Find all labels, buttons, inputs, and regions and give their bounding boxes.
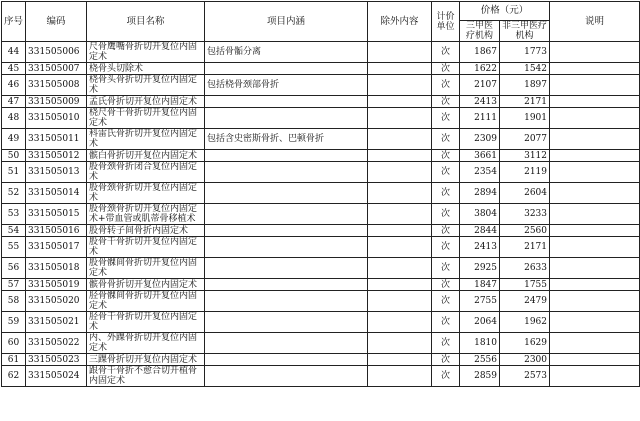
price-non-tier3a-cell: 2560 bbox=[500, 225, 550, 237]
table-row bbox=[2, 63, 640, 75]
seq-cell: 55 bbox=[2, 237, 26, 258]
name-cell: 尺骨鹰嘴骨折切开复位内固定术 bbox=[87, 42, 205, 63]
note-cell bbox=[550, 108, 640, 129]
header-non-tier3a: 非三甲医疗机构 bbox=[500, 21, 550, 42]
seq-cell: 50 bbox=[2, 150, 26, 162]
price-non-tier3a-cell: 2479 bbox=[500, 291, 550, 312]
unit-cell: 次 bbox=[432, 225, 460, 237]
price-tier3a-cell: 2859 bbox=[460, 366, 500, 387]
note-cell bbox=[550, 162, 640, 183]
note-cell bbox=[550, 75, 640, 96]
table-row bbox=[2, 108, 640, 129]
code-cell: 331505013 bbox=[26, 162, 87, 183]
content-cell bbox=[205, 258, 368, 279]
seq-cell: 56 bbox=[2, 258, 26, 279]
unit-cell: 次 bbox=[432, 204, 460, 225]
price-tier3a-cell: 2064 bbox=[460, 312, 500, 333]
unit-cell: 次 bbox=[432, 354, 460, 366]
note-cell bbox=[550, 312, 640, 333]
table-row bbox=[2, 354, 640, 366]
seq-cell: 53 bbox=[2, 204, 26, 225]
note-cell bbox=[550, 333, 640, 354]
excluded-cell bbox=[368, 162, 432, 183]
note-cell bbox=[550, 225, 640, 237]
price-tier3a-cell: 3661 bbox=[460, 150, 500, 162]
table-row bbox=[2, 129, 640, 150]
price-non-tier3a-cell: 1755 bbox=[500, 279, 550, 291]
price-non-tier3a-cell: 2077 bbox=[500, 129, 550, 150]
table-row bbox=[2, 150, 640, 162]
table-row bbox=[2, 75, 640, 96]
price-non-tier3a-cell: 2633 bbox=[500, 258, 550, 279]
excluded-cell bbox=[368, 42, 432, 63]
content-cell bbox=[205, 204, 368, 225]
name-cell: 内、外踝骨折切开复位内固定术 bbox=[87, 333, 205, 354]
seq-cell: 54 bbox=[2, 225, 26, 237]
note-cell bbox=[550, 63, 640, 75]
price-tier3a-cell: 3804 bbox=[460, 204, 500, 225]
content-cell bbox=[205, 96, 368, 108]
note-cell bbox=[550, 183, 640, 204]
name-cell: 股骨颈骨折切开复位内固定术+带血管或肌蒂骨移植术 bbox=[87, 204, 205, 225]
table-row bbox=[2, 225, 640, 237]
name-cell: 三踝骨折切开复位内固定术 bbox=[87, 354, 205, 366]
excluded-cell bbox=[368, 258, 432, 279]
content-cell bbox=[205, 354, 368, 366]
table-row bbox=[2, 312, 640, 333]
table-row bbox=[2, 258, 640, 279]
unit-cell: 次 bbox=[432, 108, 460, 129]
code-cell: 331505014 bbox=[26, 183, 87, 204]
name-cell: 髌白骨折切开复位内固定术 bbox=[87, 150, 205, 162]
price-non-tier3a-cell: 2604 bbox=[500, 183, 550, 204]
note-cell bbox=[550, 258, 640, 279]
code-cell: 331505018 bbox=[26, 258, 87, 279]
note-cell bbox=[550, 150, 640, 162]
content-cell: 包括含史密斯骨折、巴顿骨折 bbox=[205, 129, 368, 150]
seq-cell: 47 bbox=[2, 96, 26, 108]
table-body bbox=[2, 42, 640, 387]
table-row bbox=[2, 237, 640, 258]
content-cell bbox=[205, 333, 368, 354]
seq-cell: 61 bbox=[2, 354, 26, 366]
table-row bbox=[2, 279, 640, 291]
header-excluded: 除外内容 bbox=[368, 2, 432, 42]
note-cell bbox=[550, 366, 640, 387]
excluded-cell bbox=[368, 204, 432, 225]
name-cell: 跟骨干骨折不愈合切开植骨内固定术 bbox=[87, 366, 205, 387]
excluded-cell bbox=[368, 312, 432, 333]
price-non-tier3a-cell: 3112 bbox=[500, 150, 550, 162]
code-cell: 331505006 bbox=[26, 42, 87, 63]
name-cell: 股骨颈骨折切开复位内固定术 bbox=[87, 183, 205, 204]
price-tier3a-cell: 2413 bbox=[460, 96, 500, 108]
content-cell bbox=[205, 366, 368, 387]
unit-cell: 次 bbox=[432, 237, 460, 258]
seq-cell: 51 bbox=[2, 162, 26, 183]
seq-cell: 46 bbox=[2, 75, 26, 96]
seq-cell: 62 bbox=[2, 366, 26, 387]
seq-cell: 59 bbox=[2, 312, 26, 333]
table-row bbox=[2, 96, 640, 108]
header-code: 编码 bbox=[26, 2, 87, 42]
excluded-cell bbox=[368, 183, 432, 204]
price-non-tier3a-cell: 1629 bbox=[500, 333, 550, 354]
header-name: 项目名称 bbox=[87, 2, 205, 42]
name-cell: 科雷氏骨折切开复位内固定术 bbox=[87, 129, 205, 150]
seq-cell: 52 bbox=[2, 183, 26, 204]
excluded-cell bbox=[368, 333, 432, 354]
price-non-tier3a-cell: 2300 bbox=[500, 354, 550, 366]
excluded-cell bbox=[368, 150, 432, 162]
table-row bbox=[2, 291, 640, 312]
unit-cell: 次 bbox=[432, 291, 460, 312]
excluded-cell bbox=[368, 225, 432, 237]
header-tier3a: 三甲医疗机构 bbox=[460, 21, 500, 42]
content-cell bbox=[205, 183, 368, 204]
header-content: 项目内涵 bbox=[205, 2, 368, 42]
name-cell: 桡骨头骨折切开复位内固定术 bbox=[87, 75, 205, 96]
price-non-tier3a-cell: 1773 bbox=[500, 42, 550, 63]
price-non-tier3a-cell: 2171 bbox=[500, 96, 550, 108]
content-cell bbox=[205, 150, 368, 162]
code-cell: 331505023 bbox=[26, 354, 87, 366]
code-cell: 331505012 bbox=[26, 150, 87, 162]
unit-cell: 次 bbox=[432, 279, 460, 291]
content-cell bbox=[205, 63, 368, 75]
note-cell bbox=[550, 42, 640, 63]
content-cell: 包括桡骨颈部骨折 bbox=[205, 75, 368, 96]
name-cell: 股骨干骨折切开复位内固定术 bbox=[87, 237, 205, 258]
price-tier3a-cell: 2556 bbox=[460, 354, 500, 366]
excluded-cell bbox=[368, 108, 432, 129]
price-tier3a-cell: 1622 bbox=[460, 63, 500, 75]
content-cell bbox=[205, 279, 368, 291]
unit-cell: 次 bbox=[432, 162, 460, 183]
price-non-tier3a-cell: 2119 bbox=[500, 162, 550, 183]
code-cell: 331505017 bbox=[26, 237, 87, 258]
seq-cell: 49 bbox=[2, 129, 26, 150]
header-unit: 计价单位 bbox=[432, 2, 460, 42]
content-cell bbox=[205, 237, 368, 258]
unit-cell: 次 bbox=[432, 312, 460, 333]
name-cell: 孟氏骨折切开复位内固定术 bbox=[87, 96, 205, 108]
name-cell: 股骨髁间骨折切开复位内固定术 bbox=[87, 258, 205, 279]
unit-cell: 次 bbox=[432, 129, 460, 150]
unit-cell: 次 bbox=[432, 63, 460, 75]
content-cell bbox=[205, 291, 368, 312]
excluded-cell bbox=[368, 75, 432, 96]
code-cell: 331505022 bbox=[26, 333, 87, 354]
seq-cell: 58 bbox=[2, 291, 26, 312]
note-cell bbox=[550, 354, 640, 366]
name-cell: 桡骨头切除术 bbox=[87, 63, 205, 75]
price-tier3a-cell: 2111 bbox=[460, 108, 500, 129]
content-cell bbox=[205, 162, 368, 183]
name-cell: 胫骨髁间骨折切开复位内固定术 bbox=[87, 291, 205, 312]
price-non-tier3a-cell: 2573 bbox=[500, 366, 550, 387]
code-cell: 331505010 bbox=[26, 108, 87, 129]
code-cell: 331505020 bbox=[26, 291, 87, 312]
code-cell: 331505021 bbox=[26, 312, 87, 333]
excluded-cell bbox=[368, 237, 432, 258]
price-tier3a-cell: 1810 bbox=[460, 333, 500, 354]
content-cell: 包括骨骺分离 bbox=[205, 42, 368, 63]
note-cell bbox=[550, 279, 640, 291]
price-non-tier3a-cell: 3233 bbox=[500, 204, 550, 225]
code-cell: 331505015 bbox=[26, 204, 87, 225]
excluded-cell bbox=[368, 129, 432, 150]
name-cell: 股骨转子间骨折内固定术 bbox=[87, 225, 205, 237]
note-cell bbox=[550, 204, 640, 225]
excluded-cell bbox=[368, 63, 432, 75]
seq-cell: 44 bbox=[2, 42, 26, 63]
unit-cell: 次 bbox=[432, 42, 460, 63]
content-cell bbox=[205, 312, 368, 333]
note-cell bbox=[550, 291, 640, 312]
unit-cell: 次 bbox=[432, 183, 460, 204]
price-tier3a-cell: 1867 bbox=[460, 42, 500, 63]
price-non-tier3a-cell: 2171 bbox=[500, 237, 550, 258]
code-cell: 331505016 bbox=[26, 225, 87, 237]
content-cell bbox=[205, 108, 368, 129]
table-row bbox=[2, 366, 640, 387]
table-row bbox=[2, 204, 640, 225]
name-cell: 股骨颈骨折闭合复位内固定术 bbox=[87, 162, 205, 183]
excluded-cell bbox=[368, 366, 432, 387]
price-tier3a-cell: 2894 bbox=[460, 183, 500, 204]
price-table bbox=[1, 1, 640, 387]
price-tier3a-cell: 2413 bbox=[460, 237, 500, 258]
excluded-cell bbox=[368, 291, 432, 312]
price-tier3a-cell: 2354 bbox=[460, 162, 500, 183]
table-row bbox=[2, 162, 640, 183]
code-cell: 331505008 bbox=[26, 75, 87, 96]
header-seq: 序号 bbox=[2, 2, 26, 42]
header-price: 价格（元） bbox=[460, 2, 550, 21]
seq-cell: 48 bbox=[2, 108, 26, 129]
unit-cell: 次 bbox=[432, 258, 460, 279]
seq-cell: 57 bbox=[2, 279, 26, 291]
excluded-cell bbox=[368, 354, 432, 366]
header-note: 说明 bbox=[550, 2, 640, 42]
code-cell: 331505024 bbox=[26, 366, 87, 387]
price-non-tier3a-cell: 1897 bbox=[500, 75, 550, 96]
name-cell: 胫骨干骨折切开复位内固定术 bbox=[87, 312, 205, 333]
price-tier3a-cell: 1847 bbox=[460, 279, 500, 291]
table-row bbox=[2, 183, 640, 204]
price-tier3a-cell: 2309 bbox=[460, 129, 500, 150]
price-tier3a-cell: 2844 bbox=[460, 225, 500, 237]
price-non-tier3a-cell: 1901 bbox=[500, 108, 550, 129]
excluded-cell bbox=[368, 96, 432, 108]
note-cell bbox=[550, 129, 640, 150]
content-cell bbox=[205, 225, 368, 237]
price-tier3a-cell: 2925 bbox=[460, 258, 500, 279]
unit-cell: 次 bbox=[432, 75, 460, 96]
unit-cell: 次 bbox=[432, 333, 460, 354]
note-cell bbox=[550, 96, 640, 108]
code-cell: 331505011 bbox=[26, 129, 87, 150]
price-tier3a-cell: 2107 bbox=[460, 75, 500, 96]
unit-cell: 次 bbox=[432, 150, 460, 162]
price-non-tier3a-cell: 1962 bbox=[500, 312, 550, 333]
code-cell: 331505019 bbox=[26, 279, 87, 291]
seq-cell: 45 bbox=[2, 63, 26, 75]
code-cell: 331505009 bbox=[26, 96, 87, 108]
price-tier3a-cell: 2755 bbox=[460, 291, 500, 312]
price-non-tier3a-cell: 1542 bbox=[500, 63, 550, 75]
unit-cell: 次 bbox=[432, 96, 460, 108]
note-cell bbox=[550, 237, 640, 258]
table-row bbox=[2, 333, 640, 354]
excluded-cell bbox=[368, 279, 432, 291]
name-cell: 髌骨骨折切开复位内固定术 bbox=[87, 279, 205, 291]
code-cell: 331505007 bbox=[26, 63, 87, 75]
unit-cell: 次 bbox=[432, 366, 460, 387]
seq-cell: 60 bbox=[2, 333, 26, 354]
table-row bbox=[2, 42, 640, 63]
name-cell: 桡尺骨干骨折切开复位内固定术 bbox=[87, 108, 205, 129]
